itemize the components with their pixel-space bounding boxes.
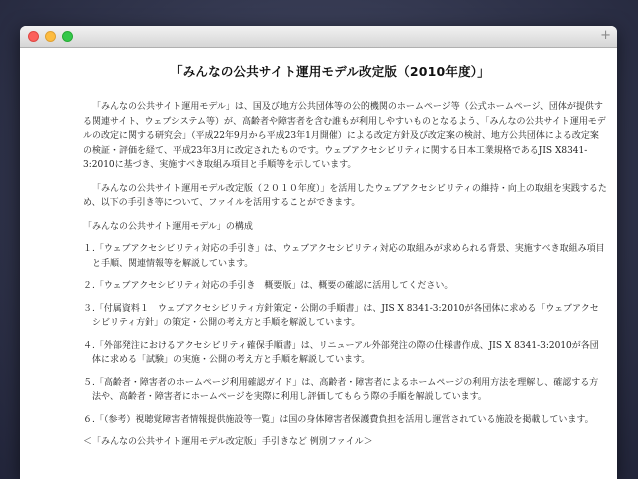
list-item: ２.「ウェブアクセシビリティ対応の手引き 概要版」は、概要の確認に活用してください。: [83, 281, 454, 291]
list-item: ６.「（参考）視聴覚障害者情報提供施設等一覧」は国の身体障害者保護費負担を活用し運営されている施設を掲載しています。: [83, 414, 594, 425]
page-title: 「みんなの公共サイト運用モデル改定版（2010年度）」: [170, 64, 490, 79]
document-body: [20, 62, 617, 450]
minimize-window-button[interactable]: [45, 31, 56, 42]
list-item: １.「ウェブアクセシビリティ対応の手引き」は、ウェブアクセシビリティ対応の取組みが求められる背景、実施すべき取組み項目と手順、関連情報等を解説しています。: [83, 244, 605, 269]
window-titlebar: [20, 26, 617, 48]
new-tab-button[interactable]: +: [600, 28, 611, 43]
close-window-button[interactable]: [28, 31, 39, 42]
section-heading: 「みんなの公共サイト運用モデル」の構成: [83, 221, 253, 232]
list-item: ３.「付属資料１ ウェブアクセシビリティ方針策定・公開の手順書」は、JIS X 8341-3:2010が各団体に求める「ウェブアクセシビリティ方針」の策定・公開の考え方と手順を解説しています。: [83, 303, 599, 328]
list-item: ５.「高齢者・障害者のホームページ利用確認ガイド」は、高齢者・障害者によるホームページの利用方法を理解し、確認する方法や、高齢者・障害者にホームページを実際に利用し評価してもらう際の手順を解説しています。: [83, 377, 599, 402]
usage-paragraph: 「みんなの公共サイト運用モデル改定版（２０１０年度）」を活用したウェブアクセシビリティの維持・向上の取組を実践するため、以下の手引き等について、ファイルを活用することができます。: [83, 183, 607, 208]
files-heading: ＜「みんなの公共サイト運用モデル改定版」手引きなど 例別ファイル＞: [83, 437, 373, 447]
zoom-window-button[interactable]: [62, 31, 73, 42]
list-item: ４.「外部発注におけるアクセシビリティ確保手順書」は、リニューアル外部発注の際の仕様書作成、JIS X 8341-3:2010が各団体に求める「試験」の実施・公開の考え方と手順を解説しています。: [83, 340, 599, 365]
intro-paragraph: 「みんなの公共サイト運用モデル」は、国及び地方公共団体等の公的機関のホームページ等（公式ホームページ、団体が提供する関連サイト、ウェブシステム等）が、高齢者や障害者を含む誰もが利用しやすいものとなるよう、「みんなの公共サイト運用モデルの改定に関する研究会」（平成22年9月から平成23年1月開催）による改定方針及び改定案の検討、地方公共団体による改定案の検証・評価を経て、平成23年3月に改定されたものです。ウェブアクセシビリティに関する日本工業規格であるJIS X8341-3:2010に基づき、実施すべき取組み項目と手順等を示しています。: [83, 102, 606, 170]
browser-window: [20, 26, 617, 479]
